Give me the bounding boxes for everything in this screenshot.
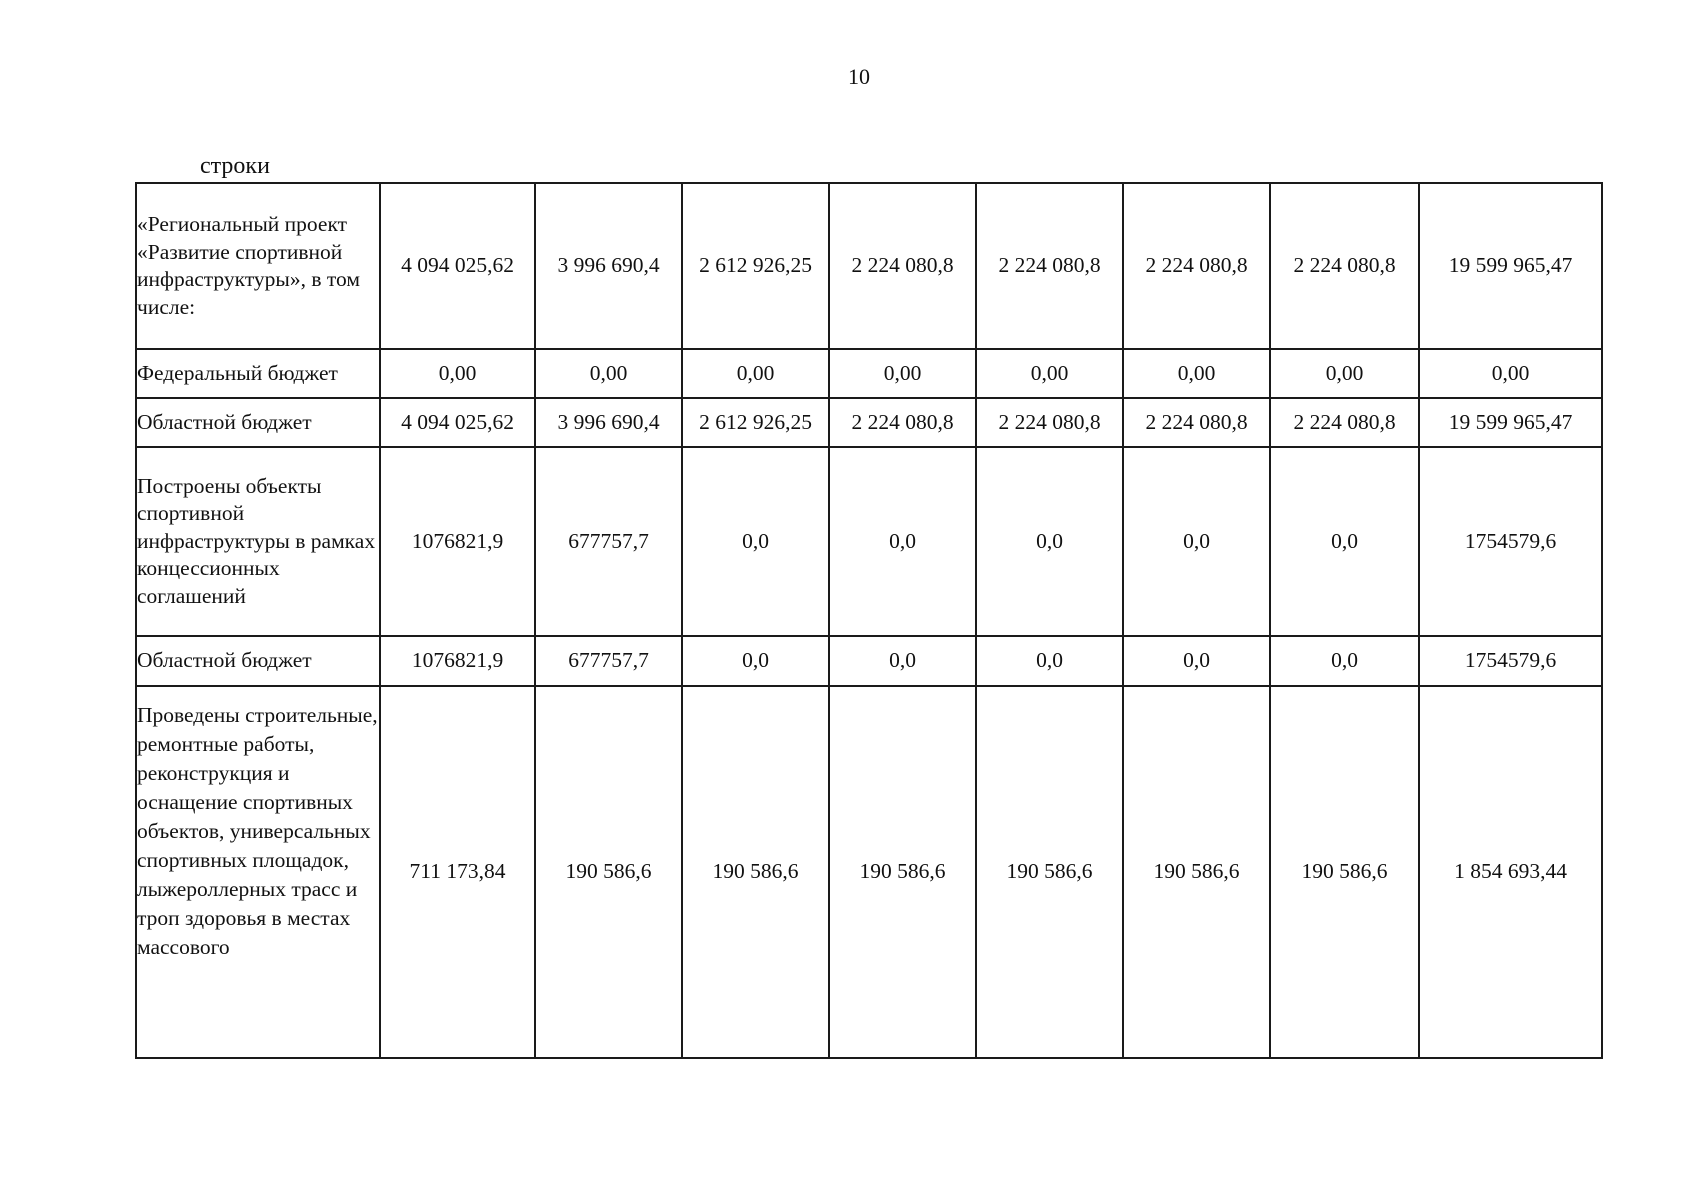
page-number: 10 [848,64,870,89]
value-cell: 0,0 [829,636,976,686]
value-cell: 0,0 [976,447,1123,636]
row-label: Построены объекты спортивной инфраструктуры в рамках концессионных соглашений [136,447,380,636]
value-cell: 1076821,9 [380,636,535,686]
value-cell: 0,00 [535,349,682,398]
value-cell: 0,0 [682,447,829,636]
value-cell: 4 094 025,62 [380,183,535,349]
row-label: «Региональный проект «Развитие спортивной инфраструктуры», в том числе: [136,183,380,349]
row-label: Федеральный бюджет [136,349,380,398]
value-cell: 0,00 [380,349,535,398]
continued-label: строки [200,153,270,179]
value-cell: 2 224 080,8 [976,398,1123,447]
value-cell: 190 586,6 [1123,686,1270,1058]
budget-table [135,182,1603,1059]
value-cell: 711 173,84 [380,686,535,1058]
total-cell: 19 599 965,47 [1419,183,1602,349]
value-cell: 0,00 [829,349,976,398]
table-row [136,183,1602,349]
value-cell: 0,0 [1270,636,1419,686]
value-cell: 1076821,9 [380,447,535,636]
total-cell: 1 854 693,44 [1419,686,1602,1058]
value-cell: 677757,7 [535,447,682,636]
value-cell: 0,0 [1270,447,1419,636]
value-cell: 0,00 [682,349,829,398]
table-row [136,349,1602,398]
value-cell: 0,0 [829,447,976,636]
value-cell: 0,0 [1123,636,1270,686]
value-cell: 2 612 926,25 [682,183,829,349]
value-cell: 190 586,6 [535,686,682,1058]
value-cell: 0,0 [1123,447,1270,636]
value-cell: 0,00 [976,349,1123,398]
value-cell: 190 586,6 [829,686,976,1058]
value-cell: 2 224 080,8 [976,183,1123,349]
table-row [136,447,1602,636]
value-cell: 2 224 080,8 [1270,183,1419,349]
value-cell: 677757,7 [535,636,682,686]
total-cell: 1754579,6 [1419,636,1602,686]
value-cell: 0,00 [1270,349,1419,398]
total-cell: 19 599 965,47 [1419,398,1602,447]
value-cell: 0,0 [976,636,1123,686]
value-cell: 2 224 080,8 [1123,398,1270,447]
value-cell: 2 224 080,8 [829,398,976,447]
value-cell: 0,00 [1123,349,1270,398]
row-label: Областной бюджет [136,636,380,686]
value-cell: 0,0 [682,636,829,686]
row-label: Проведены строительные, ремонтные работы, реконструкция и оснащение спортивных объектов, универсальных спортивных площадок, лыжероллерных трасс и троп здоровья в местах массового [136,686,380,1058]
value-cell: 190 586,6 [1270,686,1419,1058]
value-cell: 2 224 080,8 [1270,398,1419,447]
table-row [136,636,1602,686]
value-cell: 2 224 080,8 [1123,183,1270,349]
value-cell: 4 094 025,62 [380,398,535,447]
table-row [136,686,1602,1058]
value-cell: 2 224 080,8 [829,183,976,349]
table-row [136,398,1602,447]
value-cell: 190 586,6 [682,686,829,1058]
value-cell: 190 586,6 [976,686,1123,1058]
value-cell: 3 996 690,4 [535,398,682,447]
total-cell: 1754579,6 [1419,447,1602,636]
total-cell: 0,00 [1419,349,1602,398]
row-label: Областной бюджет [136,398,380,447]
value-cell: 3 996 690,4 [535,183,682,349]
value-cell: 2 612 926,25 [682,398,829,447]
